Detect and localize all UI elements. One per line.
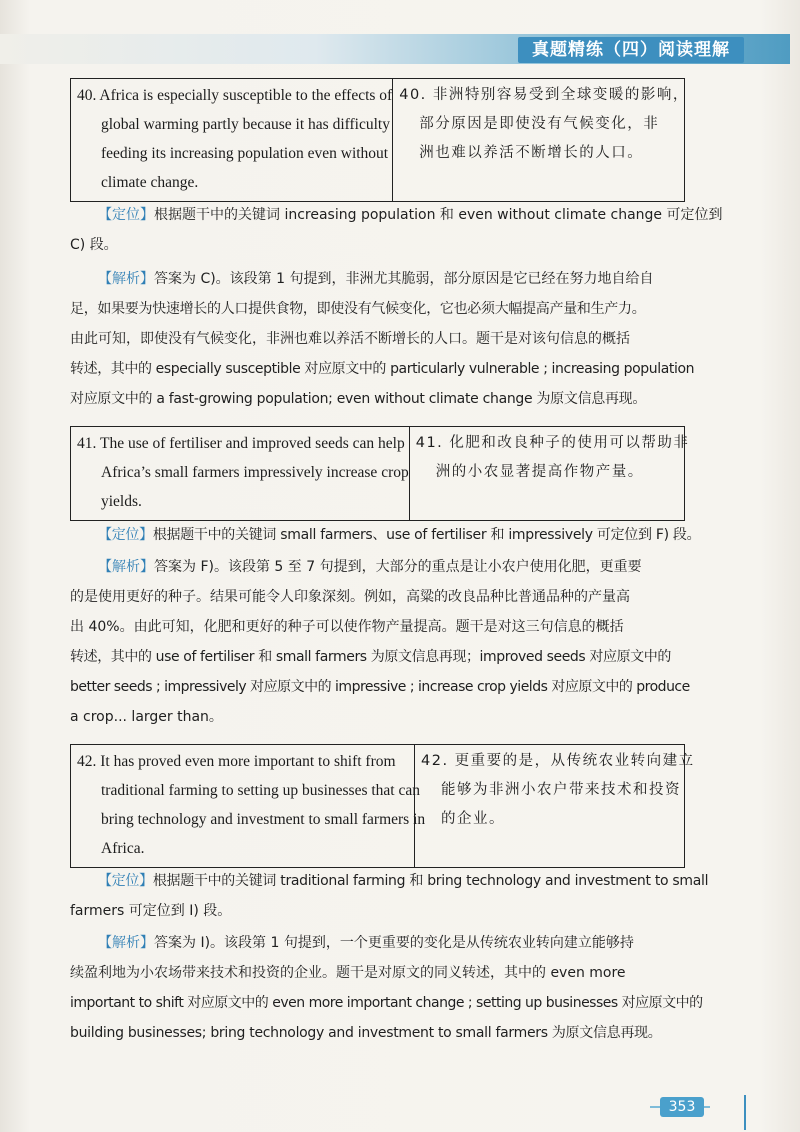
question-40-table [70,78,689,202]
analysis-label: 解析 [112,271,140,287]
text-line: 洲也难以养活不断增长的人口。 [419,145,644,161]
bracket-open: 【 [98,873,112,889]
text-line: 能够为非洲小农户带来技术和投资 [441,782,681,798]
bracket-open: 【 [98,527,112,543]
text-line: 41. The use of fertiliser and improved seeds can help [77,435,405,452]
question-42-chinese [415,745,695,867]
question-41-table [70,426,690,521]
q42-locate [70,866,709,926]
text-line: 转述，其中的 especially susceptible 对应原文中的 particularly vulnerable ; increasing population [70,361,695,377]
q40-locate [70,200,723,260]
text-line: 41. 化肥和改良种子的使用可以帮助非 [415,435,690,451]
text-line: 40. 非洲特别容易受到全球变暖的影响， [399,87,689,103]
bracket-open: 【 [98,935,112,951]
text-line: better seeds ; impressively 对应原文中的 impressive ; increase crop yields 对应原文中的 produce [70,679,690,695]
text-line: 出 40%。由此可知，化肥和更好的种子可以使作物产量提高。题干是对这三句信息的概括 [70,619,624,635]
bracket-close: 】 [139,873,153,889]
bracket-close: 】 [140,207,154,223]
text-line: 42. It has proved even more important to shift from [77,753,396,770]
bracket-close: 】 [140,935,154,951]
bracket-open: 【 [98,271,112,287]
bracket-close: 】 [139,527,153,543]
question-42-table [70,744,695,868]
locate-label: 定位 [111,873,140,889]
text-line: bring technology and investment to small farmers in [101,811,426,828]
q41-locate [70,520,701,550]
text-line: 洲的小农显著提高作物产量。 [435,464,644,480]
q40-analysis [70,264,695,414]
bracket-close: 】 [140,559,154,575]
text-line: 对应原文中的 a fast-growing population; even without climate change 为原文信息再现。 [70,391,647,407]
text-line: 根据题干中的关键词 traditional farming 和 bring technology and investment to small [152,873,709,889]
text-line: 答案为 F)。该段第 5 至 7 句提到，大部分的重点是让小农户使用化肥，更重要 [154,559,642,575]
text-line: 的是使用更好的种子。结果可能令人印象深刻。例如，高粱的改良品种比普通品种的产量高 [70,589,630,605]
text-line: C) 段。 [70,237,118,253]
text-line: 足，如果要为快速增长的人口提供食物，即使没有气候变化，它也必须大幅提高产量和生产力。 [70,301,646,317]
text-line: global warming partly because it has difficulty [101,116,390,133]
question-42-english [71,745,426,867]
section-title: 真题精练（四）阅读理解 [518,37,744,63]
locate-label: 定位 [112,207,140,223]
text-line: 40. Africa is especially susceptible to the effects of [77,87,393,104]
text-line: a crop... larger than。 [70,709,223,725]
text-line: yields. [101,493,142,510]
question-40-chinese [393,79,689,201]
text-line: important to shift 对应原文中的 even more important change ; setting up businesses 对应原文中的 [70,995,703,1011]
text-line: climate change. [101,174,199,191]
question-41-chinese [410,427,690,520]
text-line: 续盈利地为小农场带来技术和投资的企业。题干是对原文的同义转述，其中的 even more [70,965,626,981]
text-line: 根据题干中的关键词 small farmers、use of fertiliser 和 impressively 可定位到 F) 段。 [152,527,701,543]
text-line: feeding its increasing population even without [101,145,389,162]
locate-label: 定位 [111,527,140,543]
text-line: Africa’s small farmers impressively increase crop [101,464,409,481]
bracket-open: 【 [98,559,112,575]
text-line: 根据题干中的关键词 increasing population 和 even without climate change 可定位到 [154,207,723,223]
analysis-label: 解析 [112,935,140,951]
text-line: 答案为 I)。该段第 1 句提到，一个更重要的变化是从传统农业转向建立能够持 [154,935,634,951]
text-line: traditional farming to setting up businesses that can [101,782,420,799]
q41-analysis [70,552,690,732]
text-line: 答案为 C)。该段第 1 句提到，非洲尤其脆弱，部分原因是它已经在努力地自给自 [154,271,654,287]
text-line: 由此可知，即使没有气候变化，非洲也难以养活不断增长的人口。题干是对该句信息的概括 [70,331,630,347]
analysis-label: 解析 [112,559,140,575]
text-line: 的企业。 [441,811,505,827]
bracket-open: 【 [98,207,112,223]
page-number: 353 [660,1097,704,1117]
text-line: Africa. [101,840,145,857]
q42-analysis [70,928,703,1048]
text-line: 转述，其中的 use of fertiliser 和 small farmers 为原文信息再现；improved seeds 对应原文中的 [70,649,671,665]
text-line: building businesses; bring technology and investment to small farmers 为原文信息再现。 [70,1025,662,1041]
question-40-english [71,79,393,201]
question-41-english [71,427,410,520]
text-line: 42. 更重要的是，从传统农业转向建立 [421,753,695,769]
edge-rule [744,1095,746,1130]
text-line: 部分原因是即使没有气候变化，非 [419,116,660,132]
bracket-close: 】 [140,271,154,287]
text-line: farmers 可定位到 I) 段。 [70,903,232,919]
